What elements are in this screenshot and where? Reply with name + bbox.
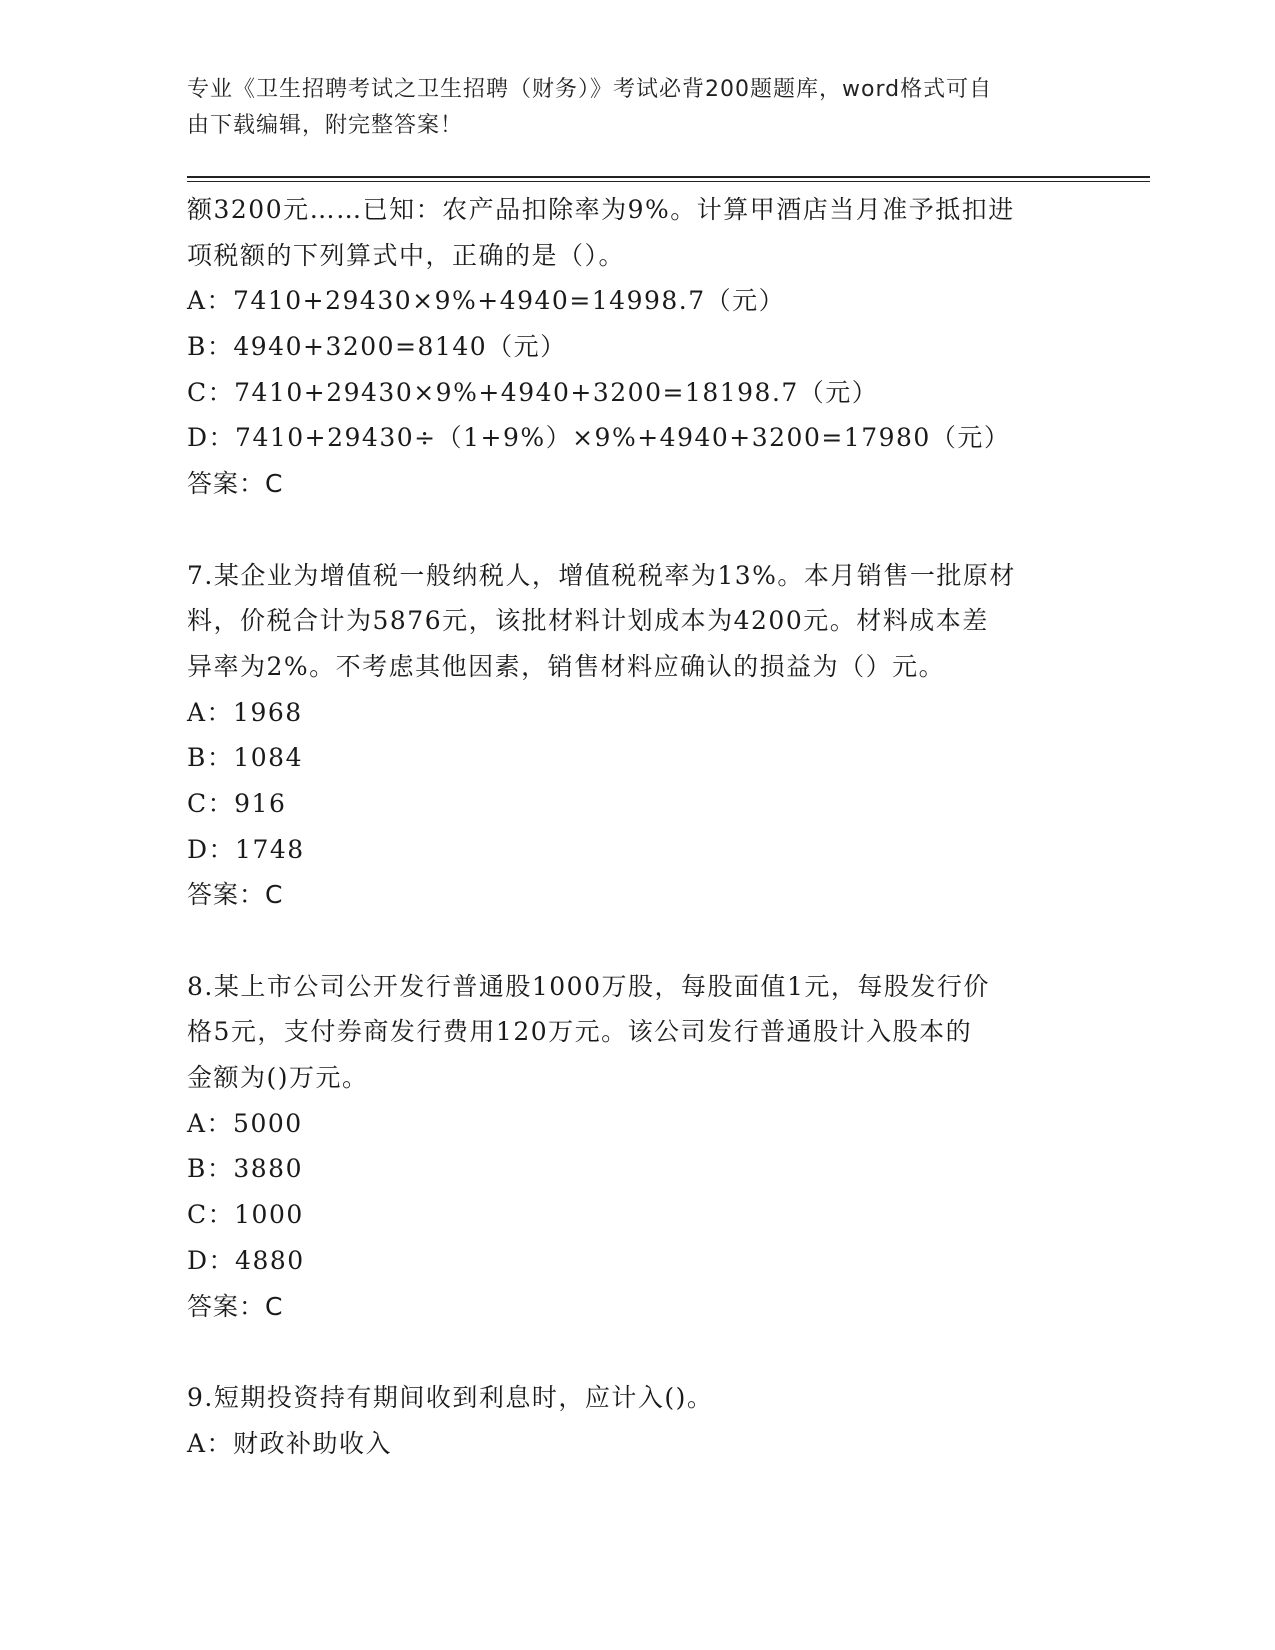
question-stem-line: 格5元，支付券商发行费用120万元。该公司发行普通股计入股本的	[187, 1017, 973, 1047]
spacer	[187, 1329, 1087, 1375]
question-9	[187, 1375, 1087, 1466]
option-d: D：4880	[187, 1245, 305, 1275]
option-a: A：1968	[187, 697, 303, 727]
question-stem-line: 额3200元……已知：农产品扣除率为9%。计算甲酒店当月准予抵扣进	[187, 195, 1015, 224]
option-d: D：1748	[187, 834, 305, 864]
question-7	[187, 553, 1087, 919]
header-title-line-2: 由下载编辑，附完整答案！	[187, 113, 464, 138]
option-c: C：1000	[187, 1200, 304, 1230]
document-body	[187, 187, 1087, 1466]
spacer	[187, 918, 1087, 964]
header-rule-thin	[187, 181, 1150, 182]
answer-line: 答案：C	[187, 1291, 284, 1321]
option-b: B：1084	[187, 743, 303, 773]
question-stem-line: 7.某企业为增值税一般纳税人，增值税税率为13%。本月销售一批原材	[187, 560, 1016, 590]
header-rule-thick	[187, 176, 1150, 178]
option-d: D：7410+29430÷（1+9%）×9%+4940+3200=17980（元）	[187, 423, 1011, 453]
option-c: C：7410+29430×9%+4940+3200=18198.7（元）	[187, 377, 879, 407]
option-a: A：7410+29430×9%+4940=14998.7（元）	[187, 286, 786, 316]
answer-line: 答案：C	[187, 469, 284, 499]
question-6	[187, 187, 1087, 507]
header-title-line-1: 专业《卫生招聘考试之卫生招聘（财务）》考试必背200题题库，word格式可自	[187, 77, 993, 102]
answer-line: 答案：C	[187, 880, 284, 910]
question-stem-line: 项税额的下列算式中，正确的是（）。	[187, 240, 626, 270]
option-a: A：财政补助收入	[187, 1428, 393, 1458]
option-b: B：4940+3200=8140（元）	[187, 332, 567, 362]
question-stem-line: 料，价税合计为5876元，该批材料计划成本为4200元。材料成本差	[187, 606, 989, 636]
question-stem-line: 8.某上市公司公开发行普通股1000万股，每股面值1元，每股发行价	[187, 971, 990, 1001]
option-a: A：5000	[187, 1108, 303, 1138]
option-b: B：3880	[187, 1154, 303, 1184]
document-header	[187, 72, 1067, 144]
question-stem-line: 9.短期投资持有期间收到利息时，应计入()。	[187, 1382, 714, 1412]
spacer	[187, 507, 1087, 553]
question-stem-line: 异率为2%。不考虑其他因素，销售材料应确认的损益为（）元。	[187, 651, 946, 681]
question-stem-line: 金额为()万元。	[187, 1063, 369, 1093]
question-8	[187, 964, 1087, 1330]
option-c: C：916	[187, 788, 287, 818]
